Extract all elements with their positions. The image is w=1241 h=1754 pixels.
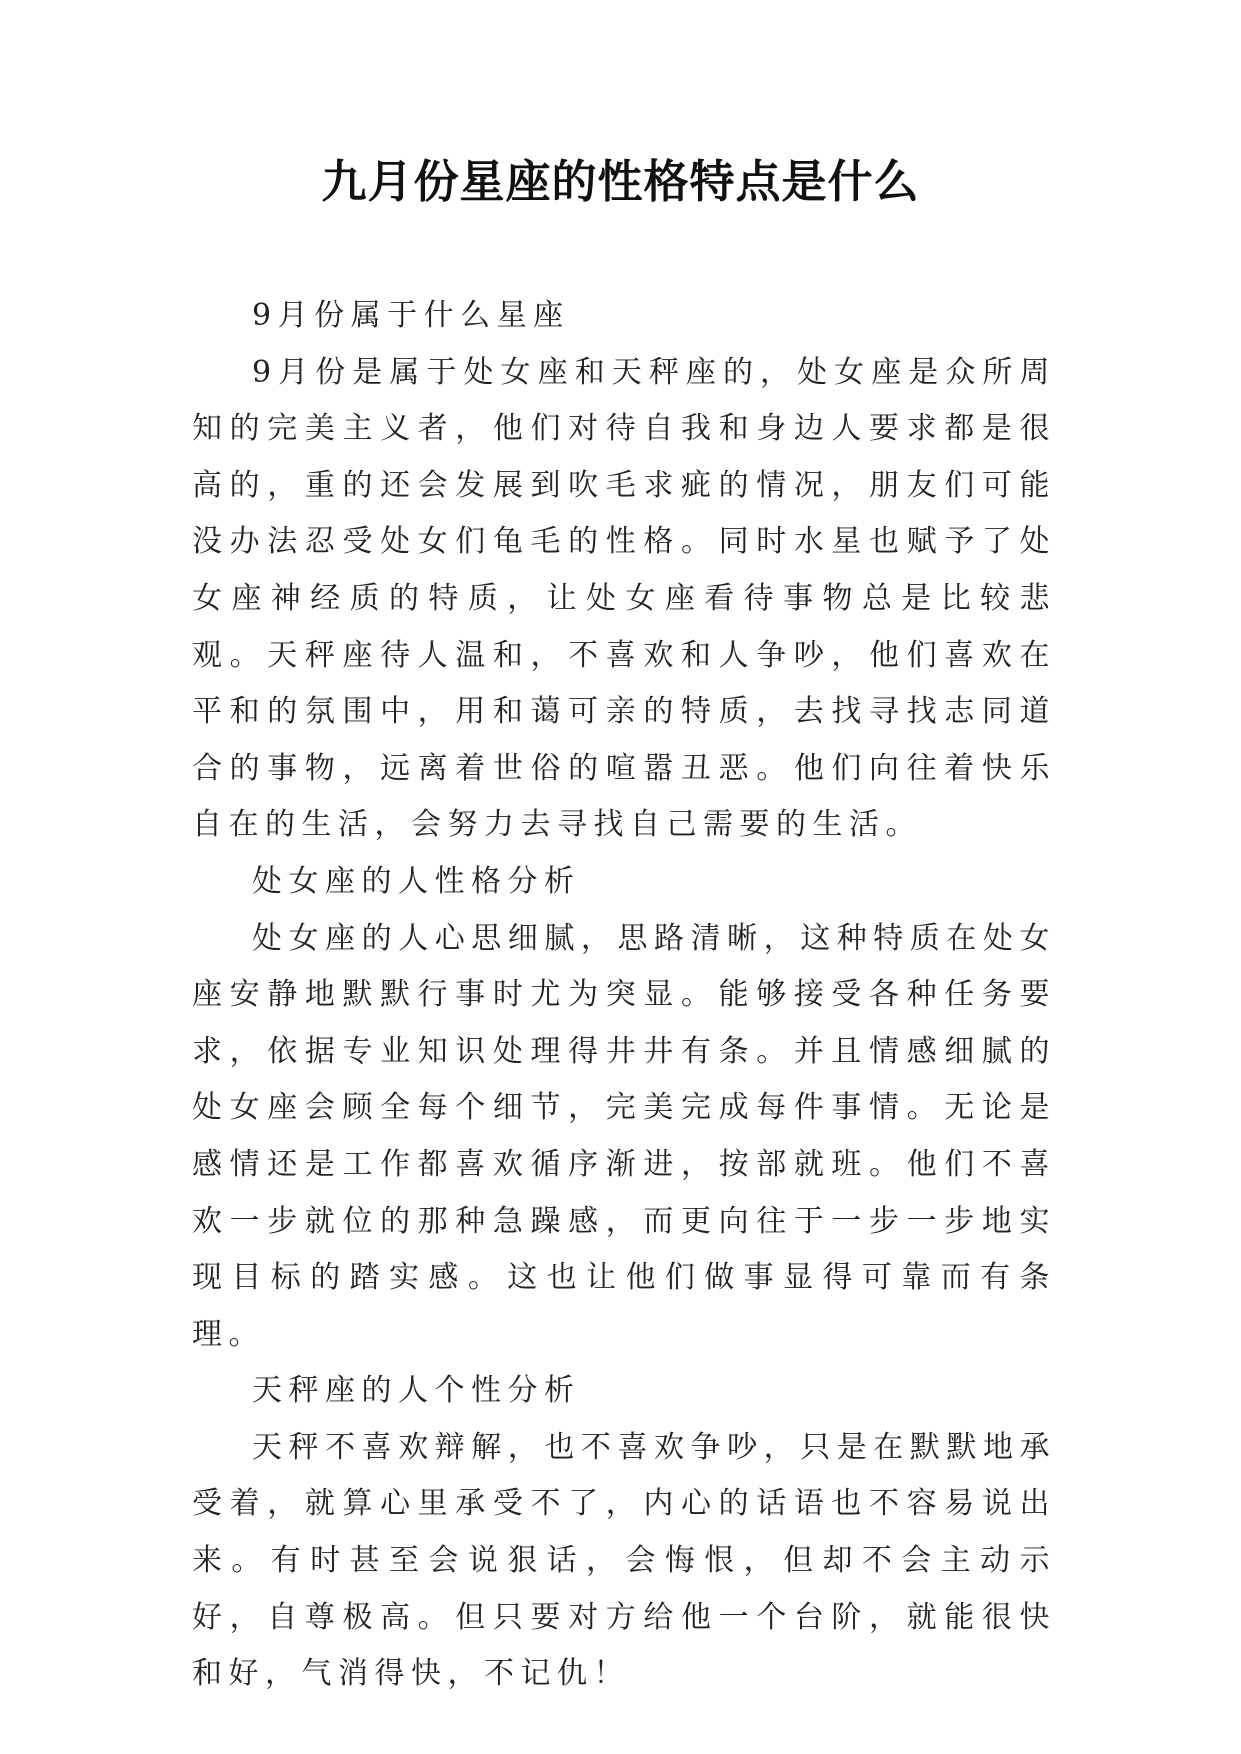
document-body [192,288,1056,1703]
section-heading-virgo: 处女座的人性格分析 [252,863,581,899]
document-title: 九月份星座的性格特点是什么 [321,155,920,208]
section-heading-september-sign: 9月份属于什么星座 [252,298,570,333]
paragraph-virgo-personality: 处女座的人心思细腻，思路清晰，这种特质在处女座安静地默默行事时尤为突显。能够接受各种任务要求，依据专业知识处理得井井有条。并且情感细腻的处女座会顾全每个细节，完美完成每件事情。无论是感情还是工作都喜欢循序渐进，按部就班。他们不喜欢一步就位的那种急躁感，而更向往于一步一步地实现目标的踏实感。这也让他们做事显得可靠而有条理。 [192,920,1056,1352]
section-heading-libra: 天秤座的人个性分析 [252,1373,581,1409]
paragraph-september-signs: 9月份是属于处女座和天秤座的，处女座是众所周知的完美主义者，他们对待自我和身边人要求都是很高的，重的还会发展到吹毛求疵的情况，朋友们可能没办法忍受处女们龟毛的性格。同时水星也赋予了处女座神经质的特质，让处女座看待事物总是比较悲观。天秤座待人温和，不喜欢和人争吵，他们喜欢在平和的氛围中，用和蔼可亲的特质，去找寻找志同道合的事物，远离着世俗的喧嚣丑恶。他们向往着快乐自在的生活，会努力去寻找自己需要的生活。 [192,354,1056,843]
paragraph-libra-personality: 天秤不喜欢辩解，也不喜欢争吵，只是在默默地承受着，就算心里承受不了，内心的话语也不容易说出来。有时甚至会说狠话，会悔恨，但却不会主动示好，自尊极高。但只要对方给他一个台阶，就能很快和好，气消得快，不记仇！ [192,1429,1056,1692]
